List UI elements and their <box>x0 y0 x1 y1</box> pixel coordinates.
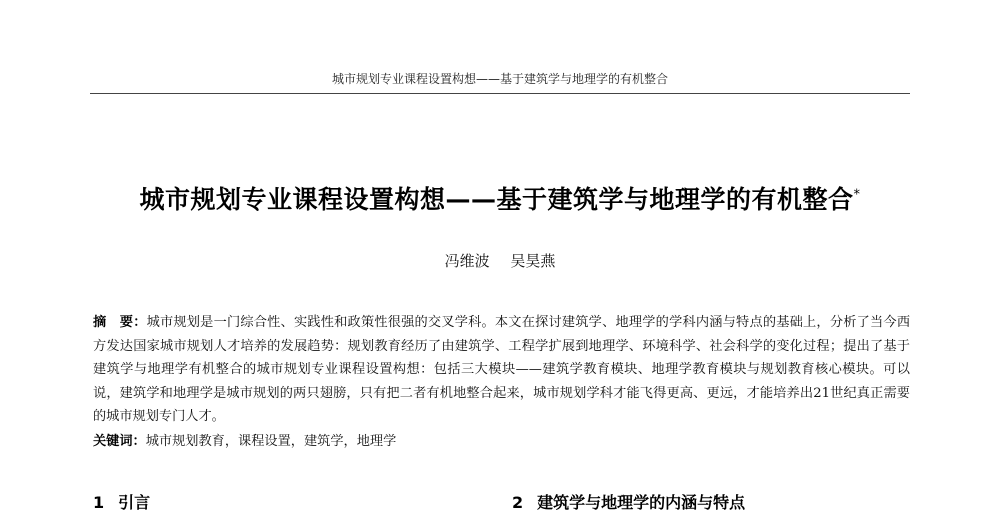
keywords-label: 关键词： <box>93 434 146 449</box>
author-name: 吴昊燕 <box>510 252 556 270</box>
section-number: 1 <box>93 493 105 512</box>
section-heading <box>512 490 745 513</box>
abstract-label: 摘 要： <box>93 315 147 330</box>
running-header: 城市规划专业课程设置构想——基于建筑学与地理学的有机整合 <box>331 72 668 86</box>
section-title: 引言 <box>118 493 151 512</box>
keywords <box>93 430 910 453</box>
article-title <box>0 180 1000 216</box>
abstract-text: 城市规划是一门综合性、实践性和政策性很强的交叉学科。本文在探讨建筑学、地理学的学科内涵与特点的基础上，分析了当今西方发达国家城市规划人才培养的发展趋势：规划教育经历了由建筑学、工程学扩展到地理学、环境科学、社会科学的变化过程；提出了基于建筑学与地理学有机整合的城市规划专业课程设置构想：包括三大模块——建筑学教育模块、地理学教育模块与规划教育核心模块。可以说，建筑学和地理学是城市规划的两只翅膀，只有把二者有机地整合起来，城市规划学科才能飞得更高、更远，才能培养出21世纪真正需要的城市规划专门人才。 <box>93 315 911 425</box>
title-footnote-mark: * <box>853 187 861 203</box>
section-heading <box>93 490 150 513</box>
author-name: 冯维波 <box>444 252 490 270</box>
keywords-text: 城市规划教育，课程设置，建筑学，地理学 <box>145 434 397 449</box>
header-rule <box>90 93 910 94</box>
article-title-text: 城市规划专业课程设置构想——基于建筑学与地理学的有机整合 <box>139 185 854 214</box>
author-list <box>0 250 1000 271</box>
section-number: 2 <box>512 493 524 512</box>
abstract <box>93 311 910 429</box>
section-title: 建筑学与地理学的内涵与特点 <box>537 493 746 512</box>
